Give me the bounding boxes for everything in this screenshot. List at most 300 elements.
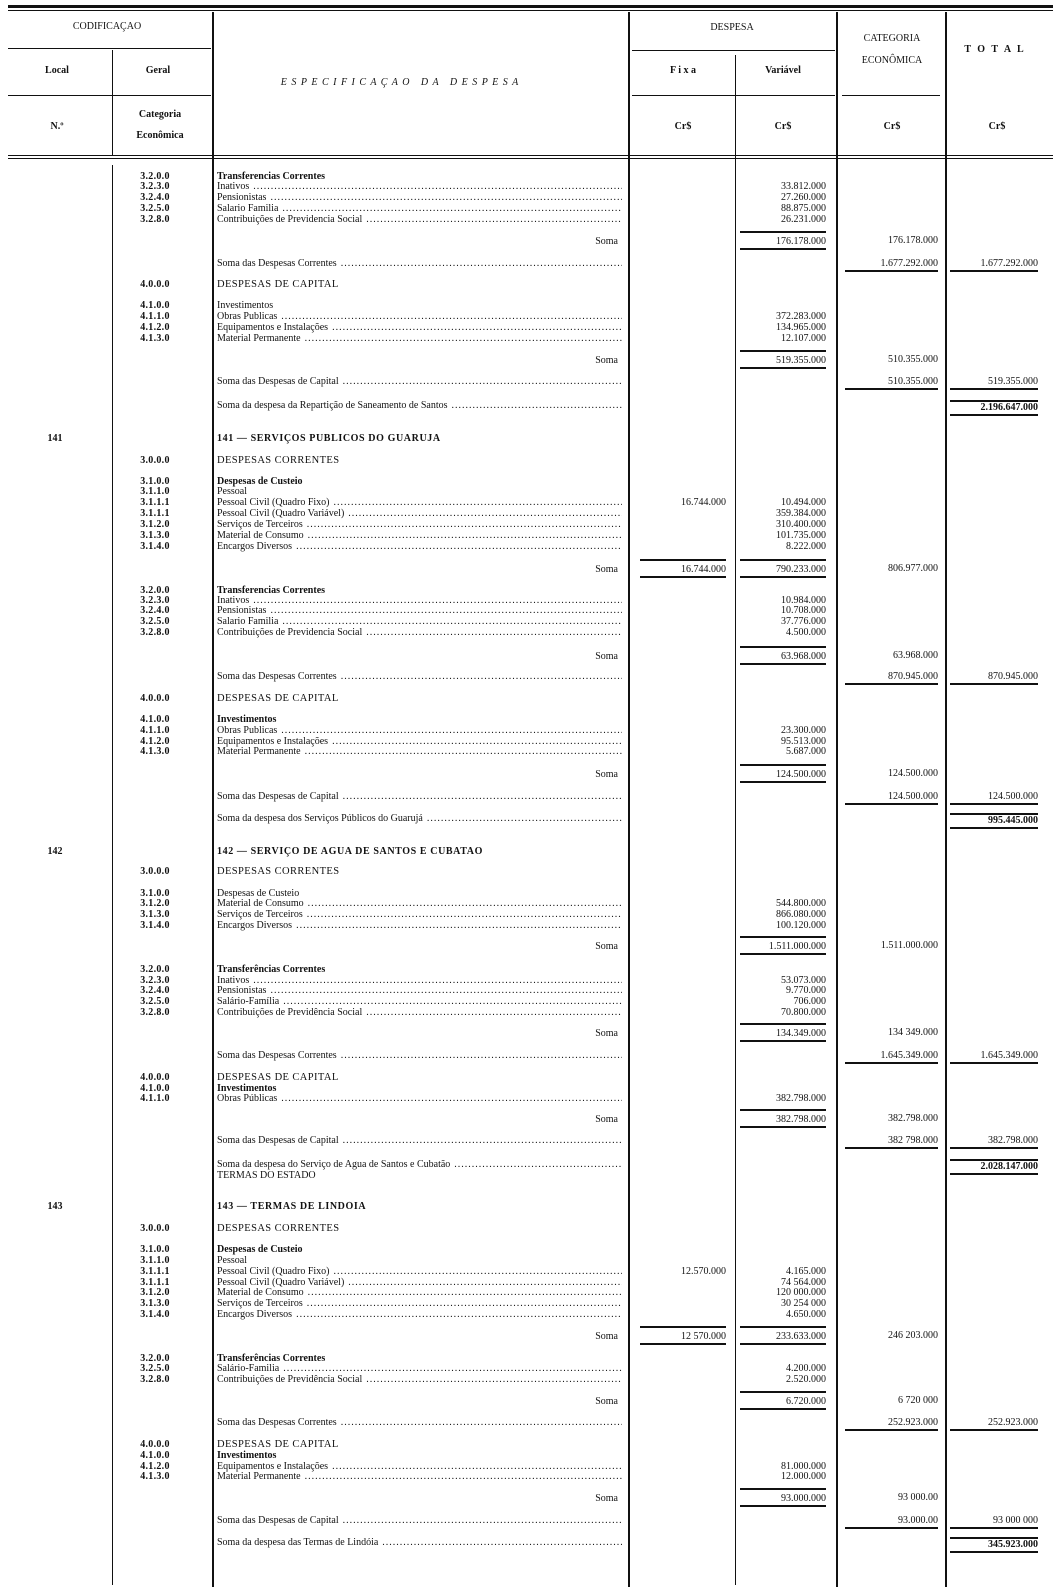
table-row [0,714,1061,725]
total-value: 2.028.147.000 [950,1159,1038,1175]
dot-leader [341,671,622,682]
variavel-value: 120 000.000 [776,1287,826,1298]
dot-leader [253,181,622,192]
header-variavel: Variável [765,65,801,76]
description [217,333,622,344]
table-row [0,400,1061,411]
description-text: Pessoal [217,486,247,497]
description [217,813,622,824]
description [217,1515,622,1526]
soma-row [0,564,1061,575]
category-code: 3.2.5.0 [140,616,170,627]
category-code: 3.2.3.0 [140,595,170,606]
category-code: 3.2.5.0 [140,203,170,214]
categoria-value: 510.355.000 [888,354,938,365]
description [217,376,622,387]
description [217,1093,622,1104]
table-row [0,333,1061,344]
description [217,1072,622,1083]
table-row [0,1515,1061,1526]
description [217,866,622,877]
categoria-value: 134 349.000 [888,1027,938,1038]
category-code: 4.1.3.0 [140,746,170,757]
table-row [0,791,1061,802]
table-row [0,1244,1061,1255]
dot-leader [348,508,622,519]
table-row [0,322,1061,333]
description [217,1223,622,1234]
header-categoria-economica: CATEGORIA [863,33,921,44]
category-code: 3.0.0.0 [140,866,170,877]
header-rule [842,95,940,96]
category-code: 3.2.5.0 [140,1363,170,1374]
soma-row [0,1331,1061,1342]
description-text: Transferencias Correntes [217,585,326,596]
category-code: 3.2.4.0 [140,192,170,203]
categoria-value: 93 000.00 [898,1492,938,1503]
dot-leader [305,1471,622,1482]
table-row [0,497,1061,508]
description [217,1135,622,1146]
dot-leader [281,1093,622,1104]
description-text: Investimentos [217,1083,277,1094]
description [217,1374,622,1385]
description [217,651,622,662]
dot-leader [334,1266,623,1277]
description-text: Soma das Despesas de Capital [217,1135,339,1146]
description [217,530,622,541]
description [217,941,622,952]
category-code: 3.1.3.0 [140,530,170,541]
variavel-value: 74 564.000 [781,1277,826,1288]
description [217,214,622,225]
table-row [0,1374,1061,1385]
total-value: 870.945.000 [950,671,1038,685]
description [217,605,622,616]
description [217,1159,622,1170]
description-text: Obras Publicas [217,311,278,322]
dot-leader [343,376,622,387]
header-rule [8,95,211,96]
description [217,985,622,996]
description-text: Despesas de Custeio [217,1244,303,1255]
table-row [0,519,1061,530]
description [217,1298,622,1309]
description-text: Soma das Despesas Correntes [217,258,337,269]
dot-leader [451,400,622,411]
description-text: Serviços de Terceiros [217,909,303,920]
description [217,693,622,704]
table-row [0,693,1061,704]
description [217,300,622,311]
table-row [0,671,1061,682]
soma-row [0,941,1061,952]
category-code: 3.2.8.0 [140,1374,170,1385]
table-row [0,1439,1061,1450]
description [217,455,622,466]
variavel-value: 124.500.000 [740,764,826,783]
description [217,508,622,519]
description [217,192,622,203]
variavel-value: 10.494.000 [781,497,826,508]
table-row [0,725,1061,736]
category-code: 3.2.4.0 [140,985,170,996]
category-code: 3.1.3.0 [140,1298,170,1309]
description-text: 142 — SERVIÇO DE AGUA DE SANTOS E CUBATAO [217,846,483,857]
description [217,1396,622,1407]
category-code: 4.0.0.0 [140,1439,170,1450]
description [217,725,622,736]
dot-leader [427,813,622,824]
soma-row [0,651,1061,662]
dot-leader [270,985,622,996]
table-row [0,192,1061,203]
description [217,258,622,269]
categoria-value: 382.798.000 [888,1113,938,1124]
dot-leader [307,1298,622,1309]
variavel-value: 382.798.000 [740,1109,826,1128]
variavel-value: 30 254 000 [781,1298,826,1309]
variavel-value: 88.875.000 [781,203,826,214]
table-row [0,1135,1061,1146]
description-text: Salario Familia [217,203,279,214]
dot-leader [307,519,622,530]
description [217,236,622,247]
category-code: 3.1.1.0 [140,1255,170,1266]
category-code: 3.1.4.0 [140,920,170,931]
category-code: 4.1.3.0 [140,1471,170,1482]
description [217,519,622,530]
category-code: 3.1.0.0 [140,1244,170,1255]
description [217,1287,622,1298]
description-text: Contribuições de Previdencia Social [217,214,363,225]
dot-leader [334,497,623,508]
dot-leader [382,1537,622,1548]
dot-leader [454,1159,622,1170]
variavel-value: 4.500.000 [786,627,826,638]
table-row [0,1298,1061,1309]
categoria-value: 63.968.000 [893,650,938,661]
description [217,746,622,757]
description-text: Soma das Despesas de Capital [217,376,339,387]
description-text: Soma [595,1331,618,1342]
description [217,769,622,780]
variavel-value: 100.120.000 [776,920,826,931]
header-categoria-economica-2: ECONÔMICA [861,55,923,66]
categoria-value: 176.178.000 [888,235,938,246]
description [217,616,622,627]
dot-leader [366,627,622,638]
total-value: 345.923.000 [950,1537,1038,1553]
variavel-value: 81.000.000 [781,1461,826,1472]
total-value: 1.645.349.000 [950,1050,1038,1064]
variavel-value: 95.513.000 [781,736,826,747]
table-row [0,627,1061,638]
description [217,541,622,552]
variavel-value: 233.633.000 [740,1326,826,1345]
description [217,1331,622,1342]
description-text: Investimentos [217,1450,277,1461]
variavel-value: 8.222.000 [786,541,826,552]
fixa-value: 12 570.000 [640,1326,726,1345]
dot-leader [281,311,622,322]
categoria-value: 510.355.000 [845,376,938,390]
description [217,909,622,920]
variavel-value: 310.400.000 [776,519,826,530]
variavel-value: 359.384.000 [776,508,826,519]
table-row [0,920,1061,931]
variavel-value: 1.511.000.000 [740,936,826,955]
dot-leader [282,616,622,627]
category-code: 3.1.1.1 [140,497,170,508]
table-row [0,813,1061,824]
dot-leader [308,1287,622,1298]
description [217,486,622,497]
description-text: Despesas de Custeio [217,888,300,899]
description [217,1417,622,1428]
table-row [0,1050,1061,1061]
table-row [0,996,1061,1007]
category-code: 4.1.2.0 [140,736,170,747]
category-code: 3.1.2.0 [140,898,170,909]
description-text: Material de Consumo [217,1287,304,1298]
table-row [0,1072,1061,1083]
category-code: 3.1.3.0 [140,909,170,920]
header-fixa: F i x a [669,65,697,76]
description-text: Transferências Correntes [217,1353,326,1364]
description-text: DESPESAS DE CAPITAL [217,1072,339,1083]
description [217,627,622,638]
header-categoria: Categoria [138,109,182,120]
category-code: 4.1.0.0 [140,714,170,725]
description-text: Inativos [217,975,250,986]
categoria-value: 124.500.000 [845,791,938,805]
soma-row [0,1028,1061,1039]
description-text: Material Permanente [217,746,301,757]
category-code: 3.2.0.0 [140,964,170,975]
top-rule-thin [8,10,1053,11]
dot-leader [341,1417,622,1428]
table-row [0,214,1061,225]
dot-leader [282,203,622,214]
variavel-value: 63.968.000 [740,646,826,665]
header-economica: Econômica [136,130,184,141]
description [217,1244,622,1255]
description-text: Salário-Família [217,996,280,1007]
table-row [0,898,1061,909]
table-row [0,1417,1061,1428]
description-text: DESPESAS CORRENTES [217,866,340,877]
description-text: Soma [595,1028,618,1039]
table-row [0,181,1061,192]
variavel-value: 12.107.000 [781,333,826,344]
description [217,1309,622,1320]
table-row [0,1309,1061,1320]
description-text: Material de Consumo [217,530,304,541]
table-row [0,376,1061,387]
category-code: 4.0.0.0 [140,279,170,290]
description-text: Material Permanente [217,1471,301,1482]
soma-row [0,1396,1061,1407]
table-row [0,1471,1061,1482]
category-code: 4.1.1.0 [140,1093,170,1104]
table-row [0,1093,1061,1104]
description [217,1007,622,1018]
section-title-row [0,1201,1061,1212]
description-text: Soma [595,651,618,662]
dot-leader [366,1374,622,1385]
description [217,1439,622,1450]
table-row [0,1363,1061,1374]
description-text: Inativos [217,181,250,192]
category-code: 3.2.8.0 [140,214,170,225]
description [217,1170,622,1181]
table-row [0,455,1061,466]
description-text: Pessoal Civil (Quadro Variável) [217,1277,345,1288]
dot-leader [296,920,622,931]
category-code: 3.2.4.0 [140,605,170,616]
description-text: Soma da despesa da Repartição de Saneamento de Santos [217,400,448,411]
variavel-value: 33.812.000 [781,181,826,192]
dot-leader [343,791,622,802]
variavel-value: 6.720.000 [740,1391,826,1410]
table-row [0,616,1061,627]
description-text: Soma das Despesas de Capital [217,791,339,802]
category-code: 3.1.1.1 [140,508,170,519]
dot-leader [341,1050,622,1061]
categoria-value: 6 720 000 [898,1395,938,1406]
description-text: Pessoal Civil (Quadro Variável) [217,508,345,519]
description [217,355,622,366]
description-text: Equipamentos e Instalações [217,322,329,333]
dot-leader [308,898,622,909]
header-total: T O T A L [964,44,1026,55]
header-especificacao: E S P E C I F I C A Ç A O D A D E S P E S A [280,77,520,88]
table-row [0,1223,1061,1234]
category-code: 3.0.0.0 [140,455,170,466]
description-text: Obras Públicas [217,1093,278,1104]
dot-leader [281,725,622,736]
total-value: 995.445.000 [950,813,1038,829]
total-value: 519.355.000 [950,376,1038,390]
variavel-value: 4.200.000 [786,1363,826,1374]
dot-leader [343,1135,622,1146]
category-code: 3.0.0.0 [140,1223,170,1234]
table-row [0,985,1061,996]
description [217,311,622,322]
description-text: Contribuições de Previdência Social [217,1374,363,1385]
description-text: Soma [595,355,618,366]
description-text: Soma das Despesas Correntes [217,1417,337,1428]
description [217,1255,622,1266]
description-text: Equipamentos e Instalações [217,1461,329,1472]
variavel-value: 37.776.000 [781,616,826,627]
description [217,1493,622,1504]
variavel-value: 2.520.000 [786,1374,826,1385]
dot-leader [308,530,622,541]
soma-row [0,1114,1061,1125]
variavel-value: 101.735.000 [776,530,826,541]
description-text: DESPESAS DE CAPITAL [217,693,339,704]
categoria-value: 246 203.000 [888,1330,938,1341]
variavel-value: 26.231.000 [781,214,826,225]
dot-leader [296,1309,622,1320]
variavel-value: 866.080.000 [776,909,826,920]
categoria-value: 1.677.292.000 [845,258,938,272]
table-row [0,203,1061,214]
variavel-value: 70.800.000 [781,1007,826,1018]
description [217,1266,622,1277]
category-code: 3.1.1.1 [140,1266,170,1277]
description-text: Pensionistas [217,605,267,616]
categoria-value: 124.500.000 [888,768,938,779]
description [217,1450,622,1461]
table-row [0,279,1061,290]
description-text: DESPESAS CORRENTES [217,1223,340,1234]
category-code: 4.0.0.0 [140,1072,170,1083]
variavel-value: 10.984.000 [781,595,826,606]
header-despesa: DESPESA [710,22,754,33]
header-geral: Geral [145,65,171,76]
local-number: 141 [47,433,63,444]
description [217,996,622,1007]
variavel-value: 4.650.000 [786,1309,826,1320]
variavel-value: 93.000.000 [740,1488,826,1507]
categoria-value: 382 798.000 [845,1135,938,1149]
categoria-value: 1.645.349.000 [845,1050,938,1064]
header-rule [632,95,835,96]
header-codificacao: CODIFICAÇAO [72,21,142,32]
description-text: Inativos [217,595,250,606]
description-text: Encargos Diversos [217,1309,293,1320]
dot-leader [341,258,622,269]
category-code: 3.2.3.0 [140,975,170,986]
description-text: Transferencias Correntes [217,171,326,182]
description-text: Soma [595,236,618,247]
soma-row [0,355,1061,366]
description [217,279,622,290]
description [217,791,622,802]
description-text: DESPESAS CORRENTES [217,455,340,466]
dot-leader [343,1515,622,1526]
dot-leader [296,541,622,552]
soma-row [0,236,1061,247]
category-code: 3.2.5.0 [140,996,170,1007]
table-row [0,311,1061,322]
variavel-value: 53.073.000 [781,975,826,986]
description [217,1363,622,1374]
description-text: TERMAS DO ESTADO [217,1170,316,1181]
description-text: Soma das Despesas Correntes [217,671,337,682]
variavel-value: 372.283.000 [776,311,826,322]
description-text: Investimentos [217,300,274,311]
section-title-row [0,433,1061,444]
dot-leader [305,333,622,344]
header-rule [632,50,835,51]
dot-leader [366,1007,622,1018]
category-code: 3.1.1.0 [140,486,170,497]
table-row [0,746,1061,757]
currency-total: Cr$ [988,121,1006,132]
categoria-value: 870.945.000 [845,671,938,685]
category-code: 3.1.0.0 [140,476,170,487]
description-text: Pensionistas [217,192,267,203]
variavel-value: 790.233.000 [740,559,826,578]
table-row [0,1450,1061,1461]
description-text: DESPESAS DE CAPITAL [217,279,339,290]
categoria-value: 806.977.000 [888,563,938,574]
description-text: Transferências Correntes [217,964,326,975]
